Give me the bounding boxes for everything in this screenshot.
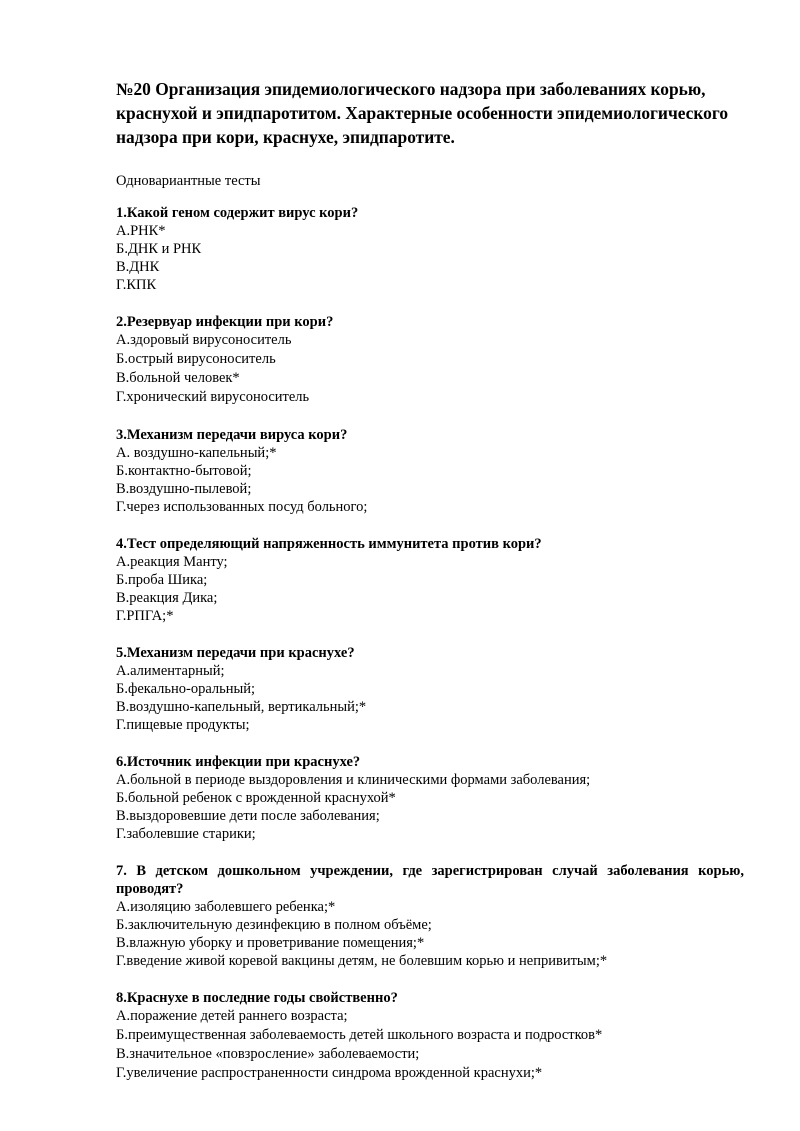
answer-option: В.воздушно-капельный, вертикальный;* (116, 699, 367, 715)
answer-option: В.значительное «повзросление» заболеваемости; (116, 1046, 420, 1062)
question-3 (116, 426, 744, 516)
answer-option: Б.больной ребенок с врожденной краснухой* (116, 790, 396, 806)
question-6 (116, 753, 744, 843)
answer-option: Г.РПГА;* (116, 608, 174, 624)
answer-option: Б.проба Шика; (116, 572, 208, 588)
answer-option: А.поражение детей раннего возраста; (116, 1008, 348, 1024)
answer-option: Г.КПК (116, 277, 157, 293)
answer-option: В.выздоровевшие дети после заболевания; (116, 808, 380, 824)
document-title: №20 Организация эпидемиологического надзора при заболеваниях корью, краснухой и эпидпаротитом. Характерные особенности эпидемиологического надзора при кори, краснухе, эпидпаротите. (116, 79, 729, 147)
answer-option: Б.заключительную дезинфекцию в полном объёме; (116, 917, 432, 933)
question-text: 5.Механизм передачи при краснухе? (116, 645, 355, 661)
question-text: 2.Резервуар инфекции при кори? (116, 314, 334, 330)
answer-option: А.изоляцию заболевшего ребенка;* (116, 899, 336, 915)
question-8 (116, 989, 744, 1083)
answer-option: Б.острый вирусоноситель (116, 351, 276, 367)
question-text: 7. В детском дошкольном учреждении, где зарегистрирован случай заболевания корью, проводят? (116, 863, 744, 897)
question-2 (116, 313, 744, 407)
answer-option: Б.преимущественная заболеваемость детей школьного возраста и подростков* (116, 1027, 603, 1043)
answer-option: В.больной человек* (116, 370, 240, 386)
answer-option: Б.фекально-оральный; (116, 681, 256, 697)
answer-option: А.реакция Манту; (116, 554, 228, 570)
question-text: 4.Тест определяющий напряженность иммунитета против кори? (116, 536, 542, 552)
answer-option: Г.хронический вирусоноситель (116, 389, 310, 405)
question-1 (116, 204, 744, 294)
answer-option: Б.ДНК и РНК (116, 241, 202, 257)
question-4 (116, 535, 744, 625)
question-5 (116, 644, 744, 734)
answer-option: А.РНК* (116, 223, 166, 239)
answer-option: А.больной в периоде выздоровления и клиническими формами заболевания; (116, 772, 591, 788)
answer-option: Г.заболевшие старики; (116, 826, 256, 842)
answer-option: Г.через использованных посуд больного; (116, 499, 368, 515)
answer-option: Б.контактно-бытовой; (116, 463, 252, 479)
question-text: 6.Источник инфекции при краснухе? (116, 754, 361, 770)
answer-option: В.влажную уборку и проветривание помещения;* (116, 935, 425, 951)
answer-option: А. воздушно-капельный;* (116, 445, 277, 461)
question-text: 8.Краснухе в последние годы свойственно? (116, 990, 398, 1006)
test-type-label: Одновариантные тесты (116, 173, 261, 189)
answer-option: Г.пищевые продукты; (116, 717, 250, 733)
answer-option: В.воздушно-пылевой; (116, 481, 252, 497)
question-list (116, 204, 744, 1083)
question-text: 3.Механизм передачи вируса кори? (116, 427, 348, 443)
question-text: 1.Какой геном содержит вирус кори? (116, 205, 359, 221)
answer-option: Г.увеличение распространенности синдрома врожденной краснухи;* (116, 1065, 543, 1081)
answer-option: А.здоровый вирусоноситель (116, 332, 292, 348)
question-7 (116, 862, 744, 970)
document-content (116, 77, 744, 1083)
answer-option: В.реакция Дика; (116, 590, 218, 606)
answer-option: Г.введение живой коревой вакцины детям, не болевшим корью и непривитым;* (116, 953, 608, 969)
answer-option: А.алиментарный; (116, 663, 225, 679)
answer-option: В.ДНК (116, 259, 160, 275)
